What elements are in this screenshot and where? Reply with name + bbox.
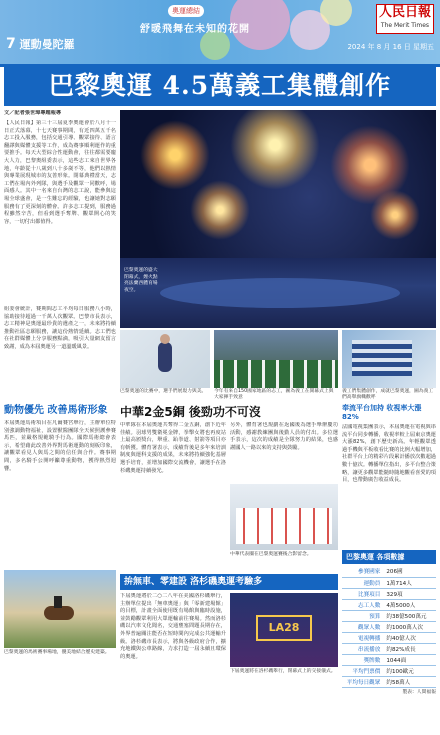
stat-label: 參賽國家 (342, 566, 383, 577)
stat-value: 1044面 (383, 654, 436, 665)
stat-label: 志工人數 (342, 599, 383, 610)
la2028-title: 拚無車、零建設 洛杉磯奧運考驗多 (120, 574, 338, 590)
page-number: 7 (6, 36, 16, 52)
stat-label: 串流播放 (342, 643, 383, 654)
table-row (342, 588, 436, 599)
volunteers-photo (214, 330, 338, 388)
lead-article-col2: 組委會統計，賽期間志工平均每日服務八小時，協助接待超過一千萬人次觀眾。巴黎市長表示，志工精神是奧運最珍貴的遺產之一，未來將持續推動社區志願服務，讓這份熱情延續。志工們也在社群媒體上分享服務點滴，吸引大量網友留言致謝，成為本屆奧運另一道溫暖風景。 (4, 306, 116, 350)
volunteers-flag-photo (342, 330, 436, 388)
stat-value: 4萬5000人 (383, 599, 436, 610)
newspaper-logo (376, 4, 434, 34)
stat-value: 約100歐元 (383, 665, 436, 676)
stat-label: 比賽項目 (342, 588, 383, 599)
la2028-photo (230, 593, 338, 667)
table-row (342, 665, 436, 676)
photo-caption-1: 巴黎奧運的比賽中，選手們展現力與美。 (120, 389, 207, 394)
brand-subtitle: The Merit Times (380, 22, 430, 29)
table-row (342, 676, 436, 687)
banner-slogan: 舒暖飛舞在未知的花開 (140, 24, 250, 35)
stat-label: 觀眾人數 (342, 621, 383, 632)
table-row (342, 643, 436, 654)
stats-table-title: 巴黎奧運 各項數據 (342, 550, 436, 564)
stat-label: 預算 (342, 610, 383, 621)
stat-value: 約40億人次 (383, 632, 436, 643)
la2028-caption: 下屆奧運將在洛杉磯舉行，閉幕式上的交接儀式。 (230, 669, 336, 674)
medals-title: 中華2金5銅 後勁功不可沒 (120, 405, 261, 419)
section-tag: 奧運總結 (168, 5, 204, 17)
stat-label: 平均每日觀眾 (342, 676, 383, 687)
sidebar-title: 奉流平台加持 收視率大漲82% (342, 404, 422, 421)
stat-value: 約82%成長 (383, 643, 436, 654)
sidebar-article: 法國電視集團表示，本屆奧運在電視與串流平台同步轉播，收視率較上屆東京奧運大漲82%，創下歷史新高。年輕觀眾透過手機與平板收看比賽的比例大幅增加，社群平台上的精彩片段累計播放次數超過數十億次。轉播單位指出，多平台整合策略，讓更多觀眾能隨時隨地觀看喜愛的項目，也帶動廣告收益成長。 (342, 424, 436, 484)
medals-article-col1: 中華隊在本屆奧運共奪得二金五銅，創下近年佳績。羽球男雙衛冕金牌，拳擊女將也再度站上最高頒獎台，舉重、跆拳道、射箭等項目亦有斬獲。體育署表示，成績背後是多年來培訓制度與運科支援的成果，未來將持續強化基層選手培育，並增加國際交流機會，讓選手在洛杉磯奧運持續發光。 (120, 422, 226, 474)
table-row (342, 621, 436, 632)
page-section (6, 36, 75, 52)
stats-table (342, 566, 436, 688)
hero-fireworks-photo (120, 110, 436, 328)
la2028-article-col1: 下屆奧運將於二○二八年在美國洛杉磯舉行，主辦單位提出「無車奧運」與「零新建場館」的目標，計畫全面使用既有場館與臨時設施，並鼓勵觀眾利用大眾運輸前往賽場。然而洛杉磯以汽車文化聞名，交通壅塞問題長期存在，外界普遍關注能否在短時間內完成公共運輸升級。洛杉磯市長表示，將與各級政府合作，擴充地鐵與公車路線，力求打造一屆永續且環保的奧運。 (120, 593, 226, 660)
table-row (342, 566, 436, 577)
equestrian-article: 本屆奧運馬術項目在凡爾賽宮舉行，主辦單位特別強調動物福祉，設置獸醫團隊全天候照護參賽馬匹，並嚴格規範騎手行為。國際馬術總會表示，希望藉此改善外界對馬術運動的刻板印象，讓觀眾看見人與馬之間的信任與合作。賽事期間，多名騎手公開呼籲尊重動物，獲得熱烈迴響。 (4, 420, 116, 472)
equestrian-caption: 巴黎奧運的馬術賽事場地，優美地結合歷史建築。 (4, 650, 110, 655)
stat-value: 1萬714人 (383, 577, 436, 588)
photo-caption-3: 義工們集體創作，成就巴黎奧運，圖為義工們高舉旗幟歡呼 (342, 389, 434, 401)
table-row (342, 577, 436, 588)
section-name: 運動曼陀羅 (19, 38, 75, 51)
athlete-photo (120, 330, 210, 388)
team-photo (230, 484, 338, 550)
stats-source: 製表：人間福報 (402, 690, 436, 695)
stat-value: 約38億500萬元 (383, 610, 436, 621)
lead-article-col1: 【人民日報】第三十三屆夏季奧運會於八月十一日正式落幕，十七天賽事期間，有近四萬五千名志工投入服務，包括交通引導、觀眾接待、語言翻譯與媒體支援等工作，成為賽事順利運作的重要推手。每天大型綜合性運動會，往往都需要龐大人力，巴黎奧組委表示，這些志工來自世界各地，年齡從十八歲到八十多歲不等，他們以熱情與專業展現城市的友善形象。閉幕典禮當天，志工們在場內外列隊，與選手及觀眾一同歡呼，場面感人。其中一名來自台灣的志工說，能參與這場全球盛會，是一生難忘的經驗，也讓她對志願服務有了更深刻的體會。許多志工提到，服務過程雖然辛苦，但看到選手奪牌、觀眾開心的笑容，一切付出都值得。 (4, 120, 116, 225)
la28-logo: LA28 (256, 615, 312, 641)
stat-label: 平均門票價 (342, 665, 383, 676)
stat-label: 運動員 (342, 577, 383, 588)
hero-caption: 巴黎奧運的盛大閉幕式，煙火點亮法蘭西體育場夜空。 (124, 268, 158, 293)
stat-value: 約58萬人 (383, 676, 436, 687)
top-banner (0, 0, 440, 64)
stat-value: 329項 (383, 588, 436, 599)
table-row (342, 654, 436, 665)
table-row (342, 599, 436, 610)
equestrian-title: 動物優先 改善馬術形象 (4, 405, 108, 416)
issue-date: 2024 年 8 月 16 日 星期五 (347, 43, 434, 51)
stat-value: 約1000萬人次 (383, 621, 436, 632)
table-row (342, 632, 436, 643)
flower-decoration (320, 0, 352, 26)
table-row (342, 610, 436, 621)
main-headline: 巴黎奧運 4.5萬義工集體創作 (4, 66, 436, 106)
byline: 文／記者張世璋專題報導 (4, 110, 62, 116)
stat-label: 電視轉播 (342, 632, 383, 643)
medals-article-col2: 另外，體育署也規劃在返國後為選手舉辦慶功活動，感謝教練團與後勤人員的付出。多位選手表示，這次的成績是全隊努力的結果，也感謝國人一路以來的支持與鼓勵。 (230, 422, 338, 451)
stat-label: 獎牌數 (342, 654, 383, 665)
equestrian-photo (4, 570, 116, 648)
brand-name: 人民日報 (378, 5, 431, 20)
stat-value: 206國 (383, 566, 436, 577)
photo-caption-2: 今年有來自150國家地區的志工，圖為義工在開幕式上與大家揮手致意 (214, 389, 334, 401)
team-caption: 中華代表團在巴黎奧運賽後合影留念。 (230, 552, 312, 557)
